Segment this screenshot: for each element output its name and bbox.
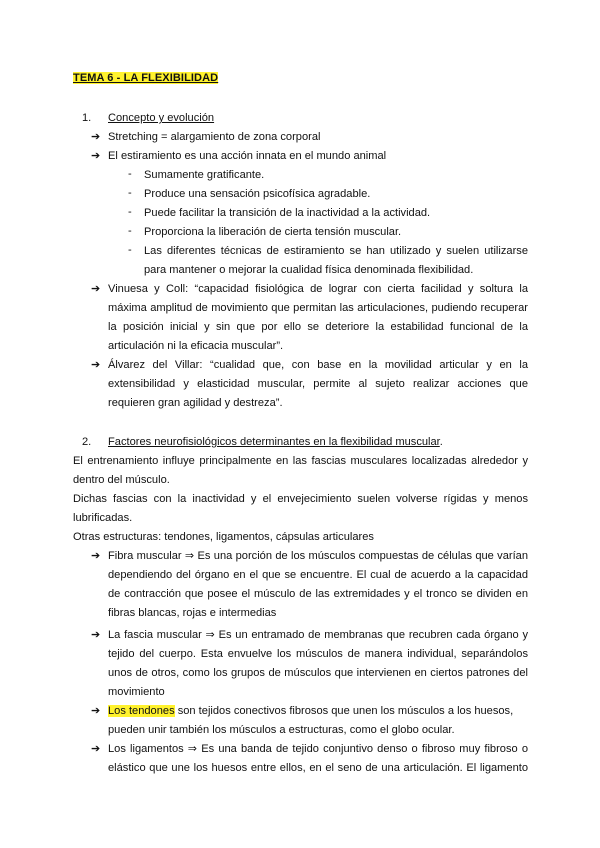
bullet-line: requieren gran agilidad y destreza”.	[108, 397, 283, 409]
arrow-icon: ➔	[91, 550, 101, 562]
bullet-line: pueden unir también los músculos a estructuras, como el globo ocular.	[108, 724, 455, 736]
dash-marker: -	[128, 187, 132, 199]
arrow-icon: ➔	[91, 150, 101, 162]
bullet-line: articulación ni la eficacia muscular”.	[108, 340, 284, 352]
arrow-icon: ➔	[91, 131, 101, 143]
arrow-icon: ➔	[91, 283, 101, 295]
section-2-number: 2.	[82, 436, 92, 448]
bullet-line: Vinuesa y Coll: “capacidad fisiológica de lograr con cierta facilidad y soltura la	[108, 283, 528, 295]
bullet-line: unos de otros, como los grupos de músculos que intervienen en ciertos patrones del	[108, 667, 528, 679]
dash-marker: -	[128, 206, 132, 218]
sub-item: Puede facilitar la transición de la inactividad a la actividad.	[144, 207, 431, 219]
section-2-heading-end: .	[439, 436, 443, 448]
bullet-line: dependiendo del órgano en el que se encuentre. El cual de acuerdo a la capacidad	[108, 569, 528, 581]
dash-marker: -	[128, 168, 132, 180]
sub-item: Produce una sensación psicofísica agradable.	[144, 188, 371, 200]
bullet-line: la posición inicial y sin que por ello se deteriore la estabilidad funcional de la	[108, 321, 528, 333]
paragraph-line: El entrenamiento influye principalmente en las fascias musculares localizadas alrededor y	[73, 455, 528, 467]
bullet-line: Fibra muscular ⇒ Es una porción de los músculos compuestas de células que varían	[108, 550, 528, 562]
bullet-line: Álvarez del Villar: “cualidad que, con base en la movilidad articular y en la	[108, 359, 528, 371]
sub-item: Sumamente gratificante.	[144, 169, 265, 181]
sub-item-continuation: para mantener o mejorar la cualidad física denominada flexibilidad.	[144, 264, 474, 276]
bullet-text: Stretching = alargamiento de zona corporal	[108, 131, 321, 143]
page-title	[73, 72, 218, 84]
arrow-icon: ➔	[91, 359, 101, 371]
bullet-line: extensibilidad y elasticidad muscular, permite al sujeto realizar acciones que	[108, 378, 528, 390]
bullet-line: fibras blancas, rojas e intermedias	[108, 607, 277, 619]
dash-marker: -	[128, 244, 132, 256]
title-text: TEMA 6 - LA FLEXIBILIDAD	[73, 72, 219, 84]
bullet-line: elástico que une los huesos entre ellos, en el seno de una articulación. El ligamento	[108, 762, 528, 774]
bullet-line: La fascia muscular ⇒ Es un entramado de membranas que recubren cada órgano y	[108, 629, 528, 641]
arrow-icon: ➔	[91, 629, 101, 641]
bullet-line-highlighted	[108, 704, 513, 718]
bullet-text: El estiramiento es una acción innata en el mundo animal	[108, 150, 387, 162]
paragraph-line: lubrificadas.	[73, 512, 133, 524]
arrow-icon: ➔	[91, 705, 101, 717]
section-2-heading-wrap	[108, 435, 443, 449]
bullet-line: Los ligamentos ⇒ Es una banda de tejido conjuntivo denso o fibroso muy fibroso o	[108, 743, 528, 755]
bullet-line: de contracción que posee el músculo de las extremidades y el tronco se dividen en	[108, 588, 528, 600]
bullet-line: máxima amplitud de movimiento que permitan las articulaciones, pudiendo recuperar	[108, 302, 528, 314]
sub-item: Proporciona la liberación de cierta tensión muscular.	[144, 226, 402, 238]
arrow-icon: ➔	[91, 743, 101, 755]
section-1-heading: Concepto y evolución	[108, 112, 215, 124]
section-2-heading: Factores neurofisiológicos determinantes en la flexibilidad muscular	[108, 436, 440, 448]
bullet-line: tejido del cuerpo. Esta envuelve los músculos de manera individual, separándolos	[108, 648, 528, 660]
sub-item: Las diferentes técnicas de estiramiento se han utilizado y suelen utilizarse	[144, 245, 528, 257]
section-1-number: 1.	[82, 112, 92, 124]
paragraph-line: Dichas fascias con la inactividad y el envejecimiento suelen volverse rígidas y menos	[73, 493, 528, 505]
highlighted-term: Los tendones	[108, 705, 175, 717]
dash-marker: -	[128, 225, 132, 237]
paragraph-line: dentro del músculo.	[73, 474, 170, 486]
bullet-line-rest: son tejidos conectivos fibrosos que unen los músculos a los huesos,	[177, 705, 514, 717]
paragraph-line: Otras estructuras: tendones, ligamentos, cápsulas articulares	[73, 531, 374, 543]
bullet-line: movimiento	[108, 686, 165, 698]
